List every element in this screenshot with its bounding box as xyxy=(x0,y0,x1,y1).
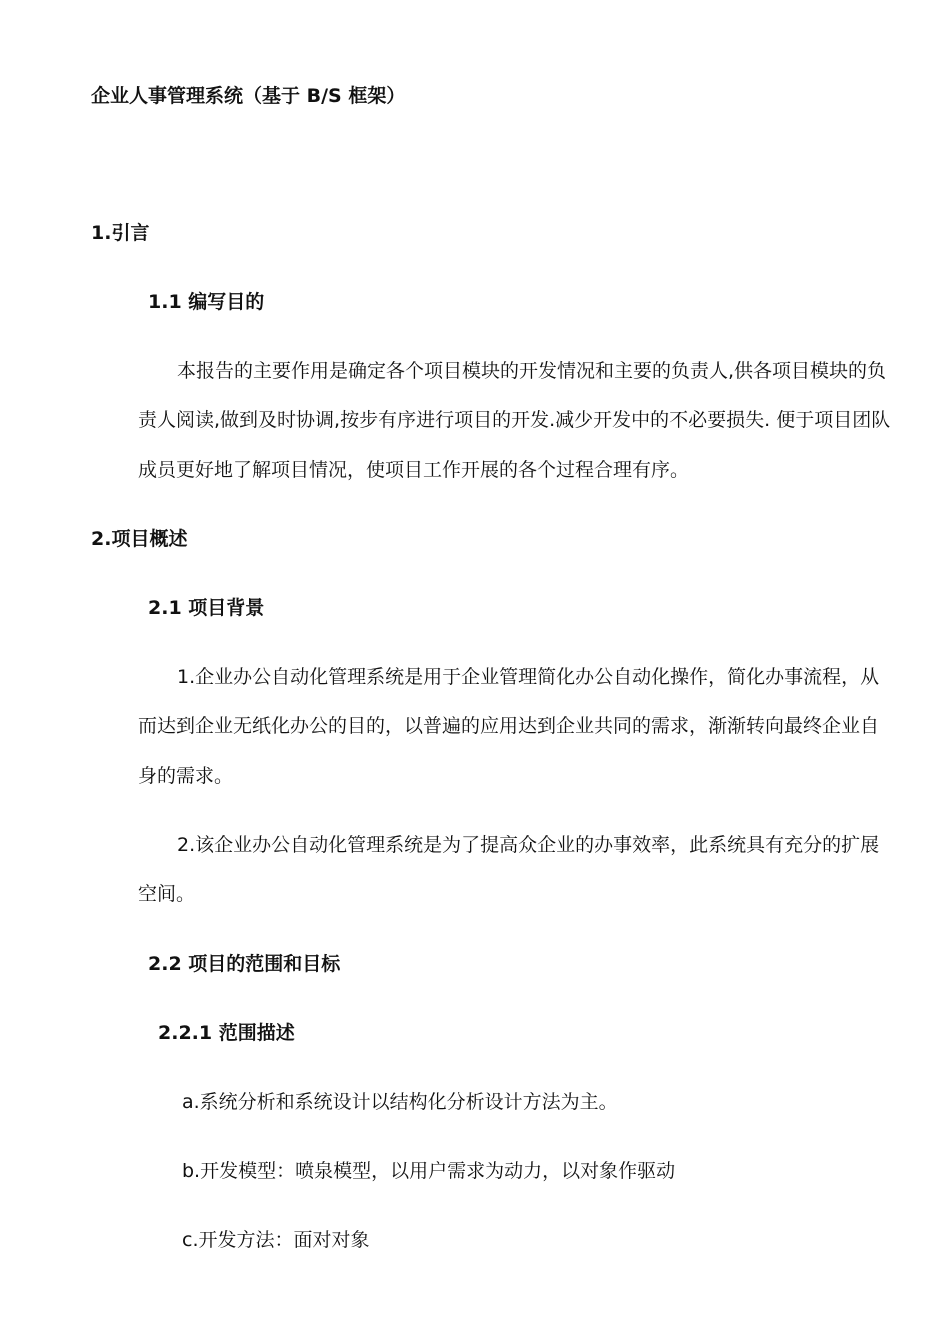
list-item: b.开发模型：喷泉模型，以用户需求为动力，以对象作驱动 xyxy=(182,1160,676,1182)
paragraph-line: 1.企业办公自动化管理系统是用于企业管理简化办公自动化操作，简化办事流程，从 xyxy=(177,666,880,688)
section-heading-1: 1.引言 xyxy=(91,222,150,244)
list-item: a.系统分析和系统设计以结构化分析设计方法为主。 xyxy=(182,1091,618,1113)
paragraph-line: 2.该企业办公自动化管理系统是为了提高众企业的办事效率，此系统具有充分的扩展 xyxy=(177,834,880,856)
subsection-heading-2-2: 2.2 项目的范围和目标 xyxy=(148,953,341,975)
paragraph-line: 而达到企业无纸化办公的目的，以普遍的应用达到企业共同的需求，渐渐转向最终企业自 xyxy=(138,715,880,737)
paragraph-line: 空间。 xyxy=(138,883,196,905)
subsection-heading-2-1: 2.1 项目背景 xyxy=(148,597,265,619)
section-heading-2: 2.项目概述 xyxy=(91,528,188,550)
paragraph-line: 本报告的主要作用是确定各个项目模块的开发情况和主要的负责人,供各项目模块的负 xyxy=(177,360,887,382)
document-title: 企业人事管理系统（基于 B/S 框架） xyxy=(91,85,406,107)
subsubsection-heading-2-2-1: 2.2.1 范围描述 xyxy=(158,1022,295,1044)
subsection-heading-1-1: 1.1 编写目的 xyxy=(148,291,265,313)
paragraph-line: 身的需求。 xyxy=(138,765,234,787)
paragraph-line: 成员更好地了解项目情况，使项目工作开展的各个过程合理有序。 xyxy=(138,459,690,481)
paragraph-line: 责人阅读,做到及时协调,按步有序进行项目的开发.减少开发中的不必要损失. 便于项目团队 xyxy=(138,409,891,431)
list-item: c.开发方法：面对对象 xyxy=(182,1229,370,1251)
